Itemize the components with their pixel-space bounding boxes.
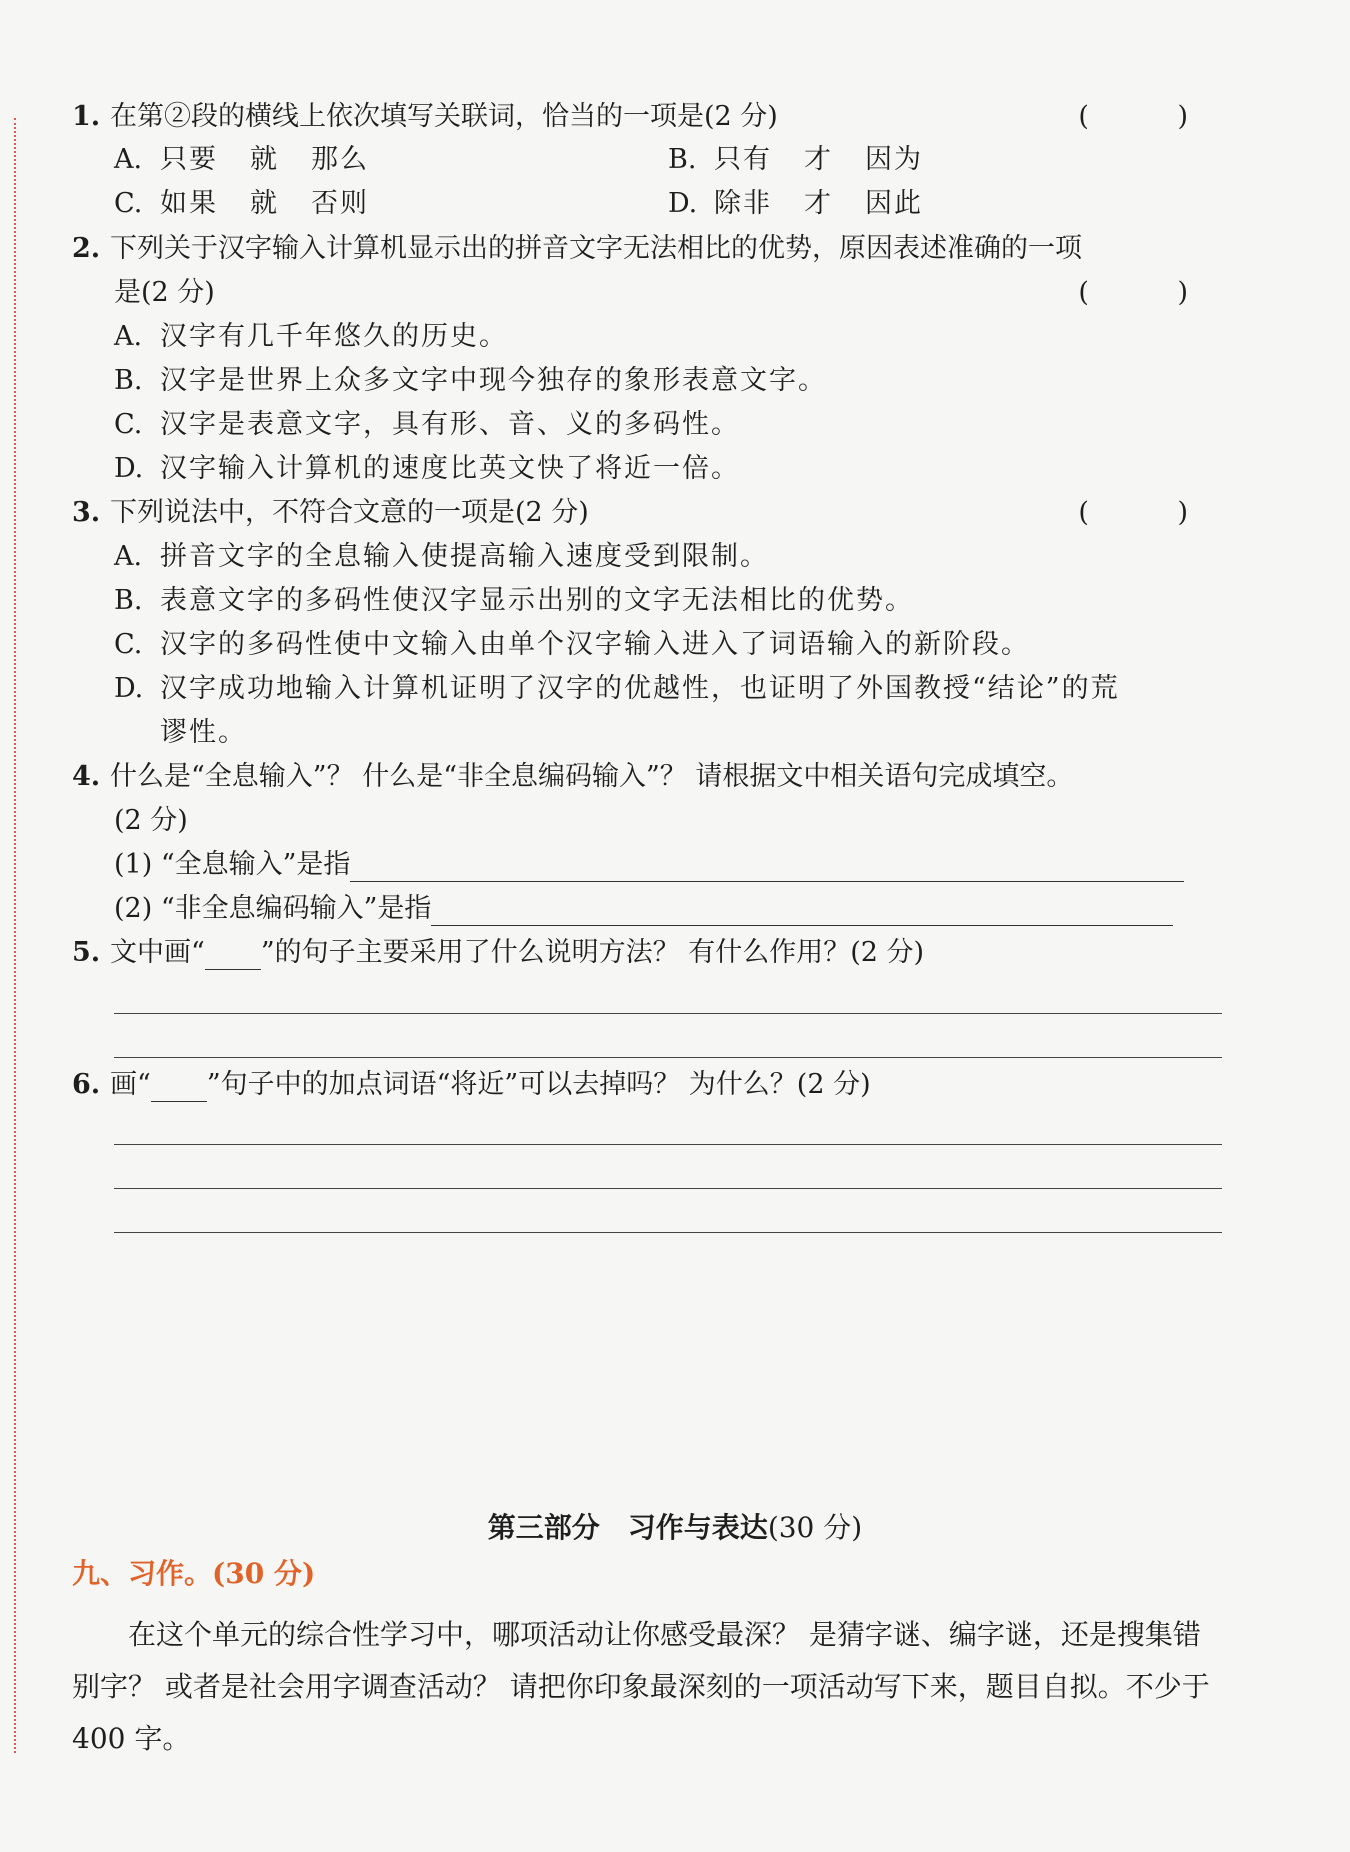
option-label: C. [114, 409, 143, 440]
fill-in-1 [114, 848, 1184, 882]
option-d [114, 452, 740, 486]
question-text: 什么是“全息输入”？ 什么是“非全息编码输入”？ 请根据文中相关语句完成填空。 [110, 761, 1074, 792]
question-number: 4. [72, 761, 101, 792]
question-number: 1. [72, 101, 101, 132]
option-text: 汉字成功地输入计算机证明了汉字的优越性，也证明了外国教授“结论”的荒 [160, 673, 1120, 704]
option-text: 汉字的多码性使中文输入由单个汉字输入进入了词语输入的新阶段。 [160, 629, 1030, 660]
answer-parentheses[interactable]: ( ) [1078, 497, 1228, 528]
option-c [114, 628, 1030, 662]
option-label: A. [114, 321, 143, 352]
option-label: B. [668, 144, 697, 175]
question-4-points: (2 分) [114, 805, 188, 836]
option-word: 只有 [714, 144, 772, 175]
option-d [114, 672, 1120, 706]
question-4 [72, 760, 1073, 794]
option-a [114, 143, 401, 177]
option-b [114, 364, 827, 398]
answer-line[interactable] [114, 1188, 1222, 1189]
margin-dotted-line [14, 118, 16, 1753]
option-word: 因为 [865, 144, 923, 175]
option-word: 就 [250, 188, 279, 219]
option-word: 就 [250, 144, 279, 175]
question-number: 5. [72, 937, 101, 968]
section-title [0, 1510, 1350, 1546]
underline-mark [205, 941, 261, 970]
option-label: D. [114, 673, 144, 704]
option-word: 才 [804, 188, 833, 219]
option-label: A. [114, 541, 143, 572]
option-c [114, 187, 401, 221]
answer-parentheses[interactable]: ( ) [1078, 101, 1228, 132]
option-word: 除非 [714, 188, 772, 219]
option-d [668, 187, 955, 221]
option-label: B. [114, 585, 143, 616]
option-label: D. [668, 188, 698, 219]
option-label: B. [114, 365, 143, 396]
question-2-line-2: 是(2 分) [114, 277, 215, 308]
essay-prompt: 在这个单元的综合性学习中，哪项活动让你感受最深？ 是猜字谜、编字谜，还是搜集错别字？ 或者是社会用字调查活动？ 请把你印象最深刻的一项活动写下来，题目自拟。不少于 400 字。 [72, 1618, 1210, 1755]
question-3 [72, 496, 589, 530]
option-label: D. [114, 453, 144, 484]
option-c [114, 408, 740, 442]
section-title-text: 第三部分 习作与表达 [487, 1511, 768, 1544]
answer-line[interactable] [114, 1232, 1222, 1233]
question-text: 文中画“ [110, 937, 205, 968]
option-word: 如果 [160, 188, 218, 219]
essay-heading: 九、习作。(30 分) [72, 1557, 316, 1590]
question-6 [72, 1068, 871, 1102]
question-2 [72, 232, 1082, 266]
question-number: 3. [72, 497, 101, 528]
option-word: 那么 [311, 144, 369, 175]
option-text: 拼音文字的全息输入使提高输入速度受到限制。 [160, 541, 769, 572]
answer-line[interactable] [114, 1144, 1222, 1145]
option-text: 汉字有几千年悠久的历史。 [160, 321, 508, 352]
question-text: 在第②段的横线上依次填写关联词，恰当的一项是(2 分) [110, 101, 778, 132]
answer-parentheses[interactable]: ( ) [1078, 277, 1228, 308]
fill-in-prompt: (2) “非全息编码输入”是指 [114, 893, 432, 924]
option-word: 只要 [160, 144, 218, 175]
answer-line[interactable] [114, 1013, 1222, 1014]
option-text: 汉字输入计算机的速度比英文快了将近一倍。 [160, 453, 740, 484]
question-text: ”的句子主要采用了什么说明方法？ 有什么作用？(2 分) [260, 937, 925, 968]
option-label: C. [114, 188, 143, 219]
question-5 [72, 936, 924, 970]
option-label: C. [114, 629, 143, 660]
option-word: 因此 [865, 188, 923, 219]
fill-in-blank[interactable] [431, 895, 1173, 926]
option-label: A. [114, 144, 143, 175]
option-text: 汉字是表意文字，具有形、音、义的多码性。 [160, 409, 740, 440]
question-text: 下列说法中，不符合文意的一项是(2 分) [110, 497, 589, 528]
question-text: 下列关于汉字输入计算机显示出的拼音文字无法相比的优势，原因表述准确的一项 [110, 233, 1082, 264]
option-b [114, 584, 914, 618]
section-points: (30 分) [767, 1511, 863, 1544]
option-text: 汉字是世界上众多文字中现今独存的象形表意文字。 [160, 365, 827, 396]
option-word: 才 [804, 144, 833, 175]
fill-in-prompt: (1) “全息输入”是指 [114, 849, 351, 880]
question-number: 2. [72, 233, 101, 264]
option-b [668, 143, 955, 177]
option-d-line-2: 谬性。 [160, 717, 247, 748]
question-number: 6. [72, 1069, 101, 1100]
answer-line[interactable] [114, 1057, 1222, 1058]
underline-mark [151, 1073, 207, 1102]
option-text: 表意文字的多码性使汉字显示出别的文字无法相比的优势。 [160, 585, 914, 616]
option-a [114, 540, 769, 574]
question-text: ”句子中的加点词语“将近”可以去掉吗？ 为什么？(2 分) [206, 1069, 871, 1100]
option-a [114, 320, 508, 354]
fill-in-2 [114, 892, 1173, 926]
question-text: 画“ [110, 1069, 151, 1100]
fill-in-blank[interactable] [350, 851, 1184, 882]
question-1 [72, 100, 778, 134]
option-word: 否则 [311, 188, 369, 219]
